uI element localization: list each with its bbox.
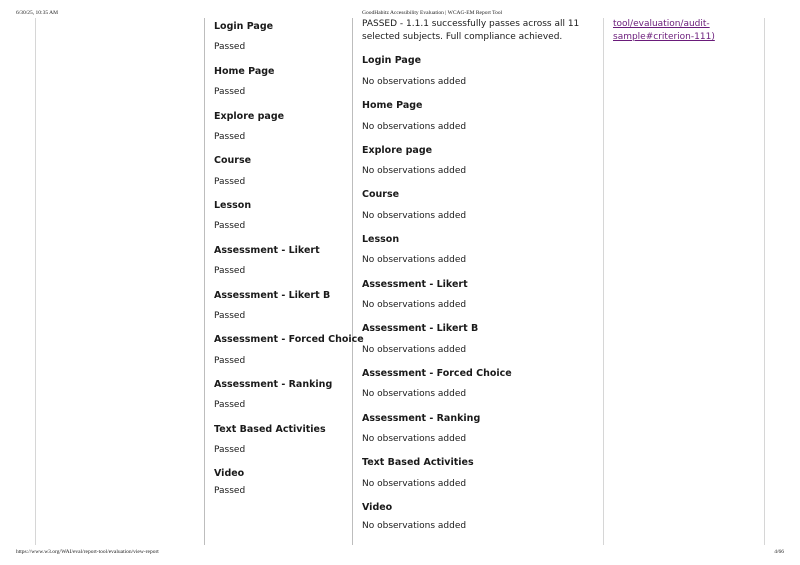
table-border-observations	[352, 18, 353, 545]
observation-page-name: Assessment - Likert B	[362, 323, 479, 334]
results-status: Passed	[214, 266, 246, 276]
observation-page-name: Assessment - Ranking	[362, 413, 481, 424]
observation-text: No observations added	[362, 77, 467, 87]
print-url: https://www.w3.org/WAI/eval/report-tool/evaluation/view-report	[16, 549, 159, 555]
observation-text: No observations added	[362, 166, 467, 176]
criterion-summary: PASSED - 1.1.1 successfully passes across all 11 selected subjects. Full compliance achieved.	[362, 19, 580, 42]
results-page-name: Assessment - Likert B	[214, 290, 331, 301]
results-page-name: Lesson	[214, 200, 252, 211]
results-status: Passed	[214, 445, 246, 455]
observation-page-name: Lesson	[362, 234, 400, 245]
results-page-name: Home Page	[214, 66, 275, 77]
results-status: Passed	[214, 400, 246, 410]
observation-text: No observations added	[362, 389, 467, 399]
observation-text: No observations added	[362, 211, 467, 221]
results-page-name: Course	[214, 155, 252, 166]
results-status: Passed	[214, 311, 246, 321]
results-page-name: Explore page	[214, 111, 285, 122]
observation-text: No observations added	[362, 479, 467, 489]
observation-page-name: Video	[362, 502, 393, 513]
results-status: Passed	[214, 486, 246, 496]
results-page-name: Text Based Activities	[214, 424, 326, 435]
print-page-number: 4/66	[774, 549, 784, 555]
print-title: GoodHabitz Accessibility Evaluation | WCAG-EM Report Tool	[362, 10, 503, 16]
results-status: Passed	[214, 221, 246, 231]
criterion-link[interactable]: tool/evaluation/audit-sample#criterion-111)	[613, 19, 715, 42]
table-border-results	[204, 18, 205, 545]
results-page-name: Video	[214, 468, 245, 479]
observation-page-name: Text Based Activities	[362, 457, 474, 468]
results-status: Passed	[214, 356, 246, 366]
observation-text: No observations added	[362, 255, 467, 265]
print-datetime: 6/30/25, 10:35 AM	[16, 10, 59, 16]
observation-text: No observations added	[362, 434, 467, 444]
observation-page-name: Login Page	[362, 55, 422, 66]
observation-text: No observations added	[362, 345, 467, 355]
observation-text: No observations added	[362, 300, 467, 310]
observation-page-name: Explore page	[362, 145, 433, 156]
results-status: Passed	[214, 42, 246, 52]
observation-page-name: Assessment - Likert	[362, 279, 468, 290]
results-status: Passed	[214, 177, 246, 187]
results-page-name: Assessment - Likert	[214, 245, 320, 256]
results-page-name: Login Page	[214, 21, 274, 32]
results-status: Passed	[214, 132, 246, 142]
table-border-right	[764, 18, 765, 545]
results-page-name: Assessment - Forced Choice	[214, 334, 364, 345]
table-border-left	[35, 18, 36, 545]
results-page-name: Assessment - Ranking	[214, 379, 333, 390]
results-status: Passed	[214, 87, 246, 97]
observation-page-name: Home Page	[362, 100, 423, 111]
observation-page-name: Assessment - Forced Choice	[362, 368, 512, 379]
observation-text: No observations added	[362, 521, 467, 531]
observation-page-name: Course	[362, 189, 400, 200]
observation-text: No observations added	[362, 122, 467, 132]
table-border-link	[603, 18, 604, 545]
